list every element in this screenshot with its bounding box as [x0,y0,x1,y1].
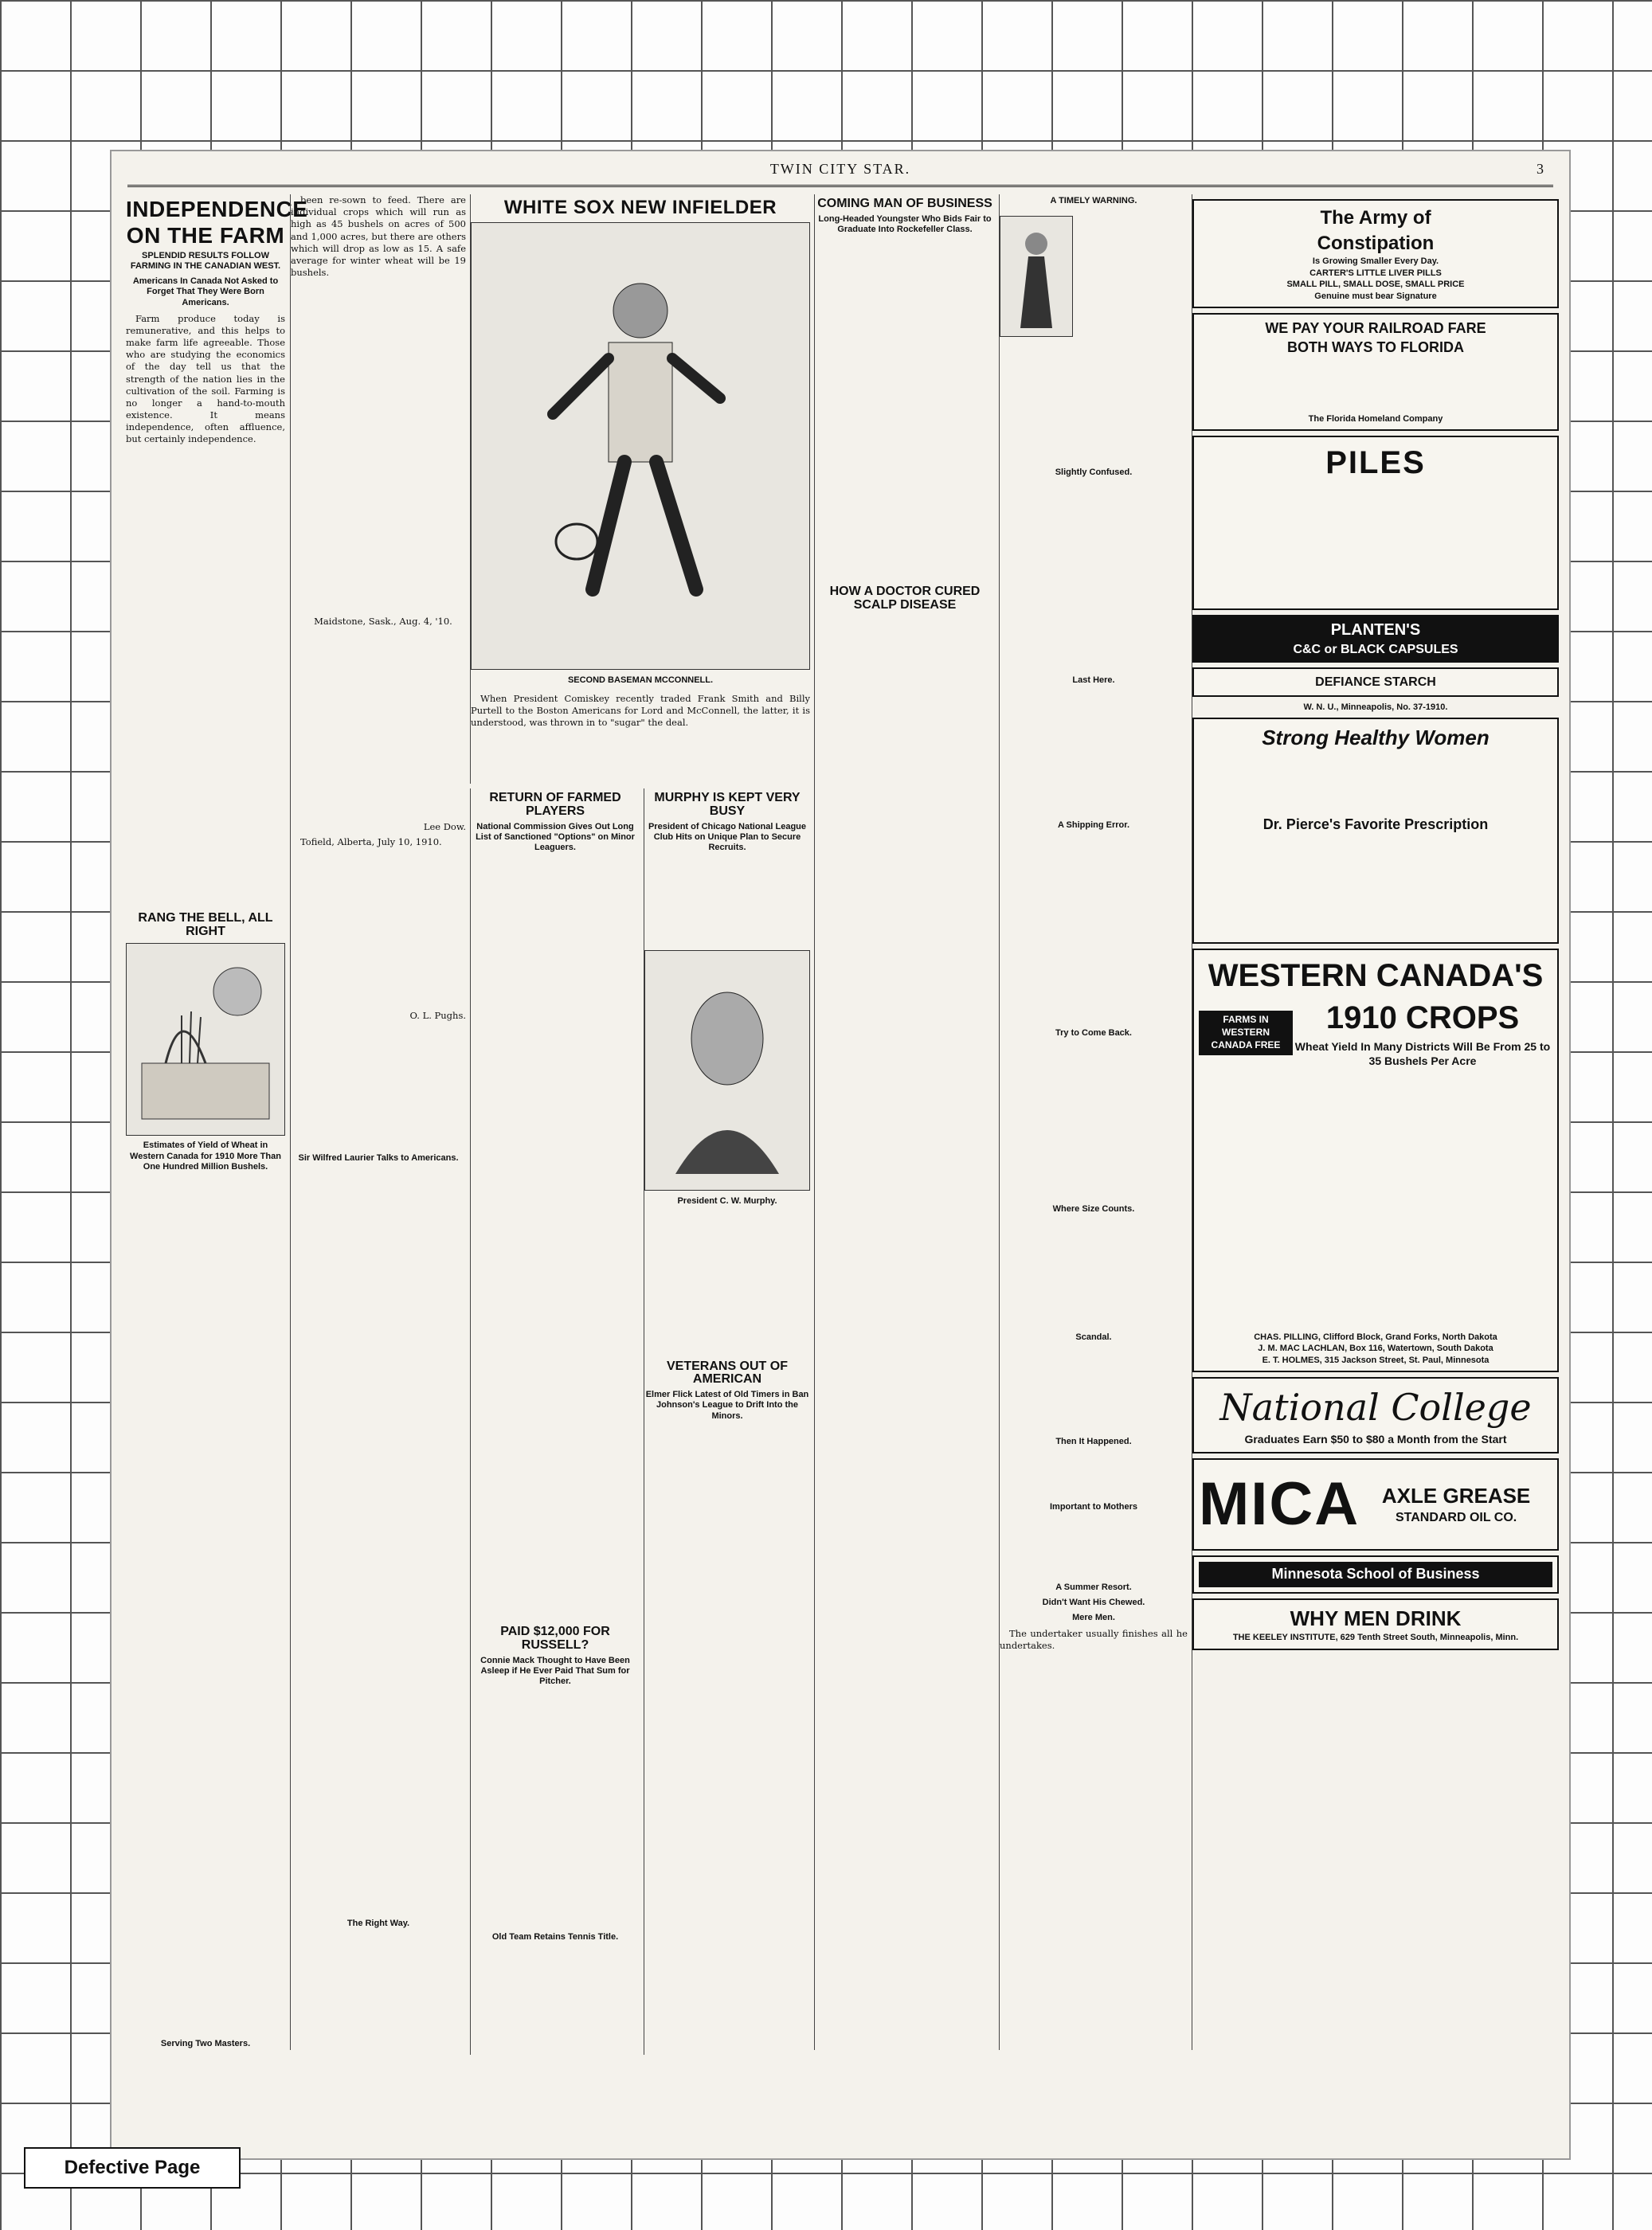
head-didnt-want: Didn't Want His Chewed. [1042,1597,1145,1607]
mica-title: MICA [1199,1469,1360,1538]
standard-oil: STANDARD OIL CO. [1395,1511,1517,1525]
drink-title: WHY MEN DRINK [1290,1606,1462,1630]
farms-free-badge: FARMS IN WESTERN CANADA FREE [1199,1011,1293,1054]
text-block-placeholder-8 [1000,1453,1188,1500]
cartoon-icon [134,952,277,1127]
headline-rang-the-bell: RANG THE BELL, ALL RIGHT [138,910,273,938]
text-block-placeholder [1199,358,1552,413]
defiance-title: DEFIANCE STARCH [1315,675,1436,689]
wheat-cartoon-illustration [126,943,285,1136]
text-block-placeholder [1199,752,1552,816]
pierce-title: Dr. Pierce's Favorite Prescription [1262,816,1489,832]
college-subtitle: Graduates Earn $50 to $80 a Month from the Start [1244,1433,1507,1446]
deck-chicago: President of Chicago National League Club Hits on Unique Plan to Secure Recruits. [648,821,807,852]
piles-title: PILES [1325,445,1426,481]
caption-mcconnell: SECOND BASEMAN MCCONNELL. [567,675,714,686]
head-mere-men: Mere Men. [1072,1613,1115,1623]
head-sir-wilfred-laurier: Sir Wilfred Laurier Talks to Americans. [298,1152,459,1163]
wnu-line: W. N. U., Minneapolis, No. 37-1910. [1303,702,1448,712]
text-block-placeholder-2 [126,1177,285,2037]
head-tennis-title: Old Team Retains Tennis Title. [491,1932,619,1942]
agent-holmes: E. T. HOLMES, 315 Jackson Street, St. Paul, Minnesota [1262,1355,1490,1365]
text-block-placeholder [291,281,466,616]
body-text [126,448,285,460]
text-block-placeholder-3 [291,851,466,1010]
agent-pilling: CHAS. PILLING, Clifford Block, Grand Forks, North Dakota [1254,1332,1497,1342]
text-block-placeholder-7 [1000,1348,1188,1435]
signature-lee-dow: Lee Dow. [423,821,466,833]
text-block-placeholder-4 [1000,835,1188,1027]
keeley-address: THE KEELEY INSTITUTE, 629 Tenth Street South, Minneapolis, Minn. [1232,1633,1519,1643]
carters-ad [1192,199,1559,308]
text-block-placeholder-5 [1000,1043,1188,1203]
column-farmed-players [470,788,640,2055]
col2-lede: been re-sown to feed. There are individual crops which will run as high as 45 bushels on acres of 500 and 1,000 acres, but there are others which will drop as low as 15. A safe average for winter wheat will be 19 bushels. [291,194,466,279]
wheat-yield-line: Wheat Yield In Many Districts Will Be From 25 to 35 Bushels Per Acre [1294,1040,1551,1068]
national-college-ad [1192,1377,1559,1453]
railroad-line-1: WE PAY YOUR RAILROAD FARE [1265,320,1486,337]
genuine-line: Genuine must bear Signature [1314,291,1437,301]
column-business [814,194,995,2050]
baseball-player-illustration [471,222,810,670]
head-slightly-confused: Slightly Confused. [1055,468,1133,478]
running-head [112,161,1569,183]
headline-veterans: VETERANS OUT OF AMERICAN [666,1359,788,1387]
text-block-placeholder-9 [1000,1517,1188,1581]
head-important-mothers: Important to Mothers [1050,1501,1137,1512]
woman-icon [1008,225,1064,328]
subhead-splendid: SPLENDID RESULTS FOLLOW FARMING IN THE CANADIAN WEST. [130,250,281,271]
msb-ad [1192,1555,1559,1594]
headline-farmed-players: RETURN OF FARMED PLAYERS [489,791,621,818]
text-block-placeholder-4 [291,1024,466,1152]
piles-ad [1192,436,1559,610]
text-block-placeholder [471,858,640,1622]
army-title-2: Constipation [1317,232,1435,254]
page-number: 3 [1537,161,1545,177]
headline-murphy: MURPHY IS KEPT VERY BUSY [654,791,801,818]
plantens-capsules: C&C or BLACK CAPSULES [1293,642,1458,656]
text-block-placeholder [126,463,285,909]
ads-column [1192,194,1559,2050]
headline-doctor-cured: HOW A DOCTOR CURED SCALP DISEASE [829,585,981,612]
defective-page-label: Defective Page [24,2147,241,2189]
deck-national-commission: National Commission Gives Out Long List of Sanctioned "Options" on Minor Leaguers. [476,821,635,852]
signature-pughs: O. L. Pughs. [409,1009,466,1021]
deck-long-headed: Long-Headed Youngster Who Bids Fair to Graduate Into Rockefeller Class. [818,213,992,234]
column-1 [126,194,308,2050]
woman-illustration [1000,216,1073,337]
head-summer-resort: A Summer Resort. [1055,1582,1132,1592]
portrait-icon [667,967,787,1174]
college-title: National College [1219,1386,1532,1430]
army-subtitle: Is Growing Smaller Every Day. [1312,256,1439,267]
railroad-line-2: BOTH WAYS TO FLORIDA [1286,339,1464,356]
axle-grease: AXLE GREASE [1381,1484,1531,1508]
dateline-tofield: Tofield, Alberta, July 10, 1910. [300,835,442,847]
text-block-placeholder [1199,484,1552,604]
army-title-1: The Army of [1320,207,1431,229]
head-right-way: The Right Way. [346,1919,410,1929]
column-murphy [644,788,810,2055]
text-block-placeholder-2 [1199,834,1552,937]
text-block-placeholder-2 [644,1214,810,1357]
text-block-placeholder [1199,1069,1552,1332]
white-sox-article [470,194,810,784]
caption-murphy: President C. W. Murphy. [677,1196,777,1207]
western-title: WESTERN CANADA'S [1208,958,1544,994]
undertaker-line: The undertaker usually finishes all he undertakes. [1000,1628,1188,1652]
florida-company: The Florida Homeland Company [1308,413,1443,424]
headline-coming-man: COMING MAN OF BUSINESS [817,197,992,210]
column-2 [290,194,466,2050]
text-block-placeholder-5 [291,1168,466,1917]
deck-elmer-flick: Elmer Flick Latest of Old Timers in Ban Johnson's League to Drift Into the Minors. [645,1390,809,1421]
headline-white-sox: WHITE SOX NEW INFIELDER [503,197,777,218]
sox-lede: When President Comiskey recently traded Frank Smith and Billy Purtell to the Boston Americans for Lord and McConnell, the latter, it is understood, was thrown in to "sugar" the deal. [471,692,810,729]
text-block-placeholder-2 [291,630,466,821]
deck-connie-mack: Connie Mack Thought to Have Been Asleep if He Ever Paid That Sum for Pitcher. [480,1655,630,1687]
carters-brand: CARTER'S LITTLE LIVER PILLS [1309,268,1442,278]
text-block-placeholder [815,240,995,582]
head-timely-warning: A TIMELY WARNING. [1050,196,1137,205]
murphy-portrait [644,950,810,1191]
text-block-placeholder-3 [1000,691,1188,819]
agent-maclachlan: J. M. MAC LACHLAN, Box 116, Watertown, South Dakota [1258,1344,1493,1354]
caption-wheat-estimate: Estimates of Yield of Wheat in Western Canada for 1910 More Than One Hundred Million Bushels. [130,1140,281,1172]
head-serving-two-masters: Serving Two Masters. [160,2038,251,2048]
plantens-ad [1192,615,1559,663]
crops-title: 1910 CROPS [1325,1000,1520,1036]
newspaper-page [112,151,1569,2158]
keeley-ad [1192,1598,1559,1650]
headline-paid-russell: PAID $12,000 FOR RUSSELL? [500,1625,610,1652]
head-last-here: Last Here. [1072,675,1115,686]
text-block-placeholder-2 [1000,483,1188,674]
head-shipping-error: A Shipping Error. [1057,820,1130,830]
western-canada-ad [1192,949,1559,1372]
headline-on-the-farm: ON THE FARM [126,223,285,248]
dateline-maidstone: Maidstone, Sask., Aug. 4, '10. [314,616,452,628]
deck-americans: Americans In Canada Not Asked to Forget That They Were Born Americans. [132,276,279,307]
headline-independence: INDEPENDENCE [126,197,308,221]
ballplayer-icon [521,239,760,653]
florida-ad [1192,313,1559,431]
plantens-title: PLANTEN'S [1330,621,1421,640]
pierce-ad [1192,718,1559,944]
article-lede: Farm produce today is remunerative, and this helps to make farm life agreeable. Those who are studying the economics of the day tell us that the strength of the nation lies in the cultivation of the soil. Farming is no longer a hand-to-mouth existence. It means independence, often affluence, but certainly independence. [126,312,285,445]
paper-title: TWIN CITY STAR. [769,161,911,177]
top-rule [127,185,1553,187]
defiance-ad [1192,667,1559,697]
text-block-placeholder-2 [471,1692,640,1931]
text-block-placeholder-6 [1000,1219,1188,1331]
column-4 [999,194,1188,2050]
head-scandal: Scandal. [1075,1332,1112,1343]
head-size-counts: Where Size Counts. [1052,1203,1135,1214]
mica-ad [1192,1458,1559,1551]
head-then-happened: Then It Happened. [1055,1437,1132,1447]
small-pill-line: SMALL PILL, SMALL DOSE, SMALL PRICE [1286,280,1465,290]
text-block-placeholder [644,858,810,945]
head-try-come-back: Try to Come Back. [1055,1027,1132,1038]
msb-title: Minnesota School of Business [1199,1562,1552,1587]
strong-women-title: Strong Healthy Women [1262,726,1490,750]
